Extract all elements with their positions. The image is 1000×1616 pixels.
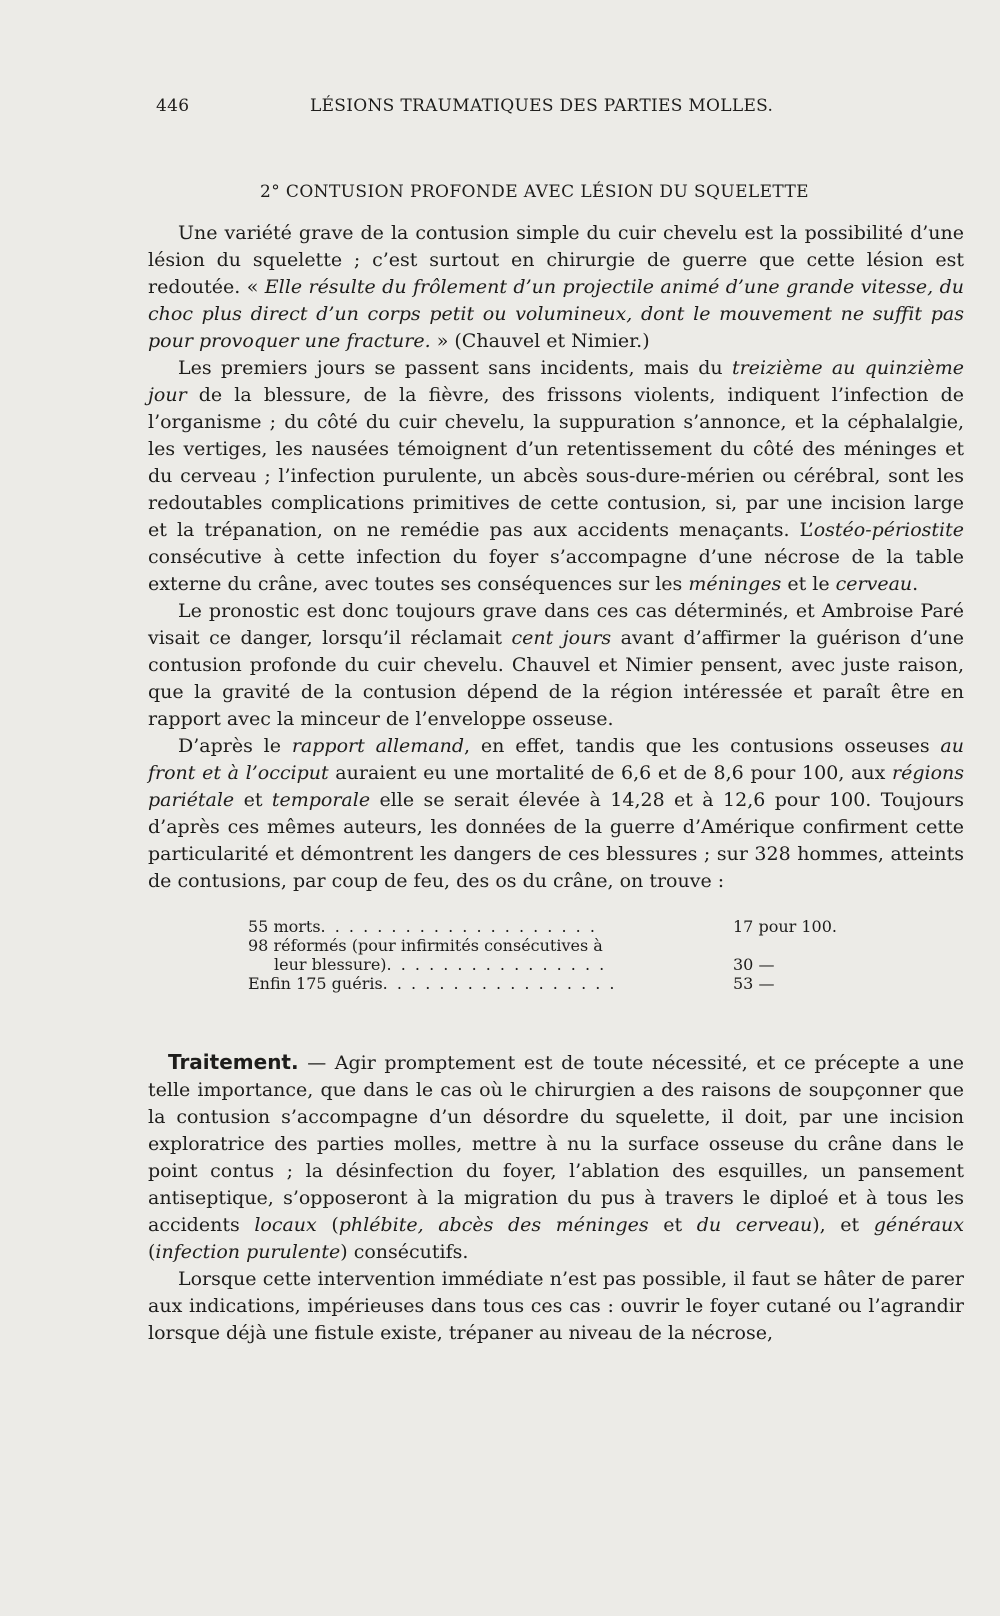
p5-em-j: infection purulente <box>155 1241 341 1263</box>
p2-text-g: et le <box>781 573 836 595</box>
stat-row-morts <box>248 917 843 936</box>
p1-text-c: » (Chauvel et Nimier.) <box>430 330 650 352</box>
p2-text-a: Les premiers jours se passent sans incidents, mais du <box>178 357 732 379</box>
p2-em-f: méninges <box>688 573 782 595</box>
stat-label-text: Enfin 175 guéris <box>248 974 383 993</box>
p2-text-e: consécutive à cette infection du foyer s’accompagne d’une nécrose de la table externe du crâne, avec toutes ses conséquences sur les <box>148 546 964 595</box>
p2-em-h: cerveau <box>835 573 913 595</box>
p1-quote: Elle résulte du frôlement d’un projectile animé d’une grande vitesse, du choc plus direct d’un corps petit ou volumineux, dont le mouvement ne suffit pas pour provoquer une fracture. <box>148 276 964 352</box>
stat-label-text: 55 morts <box>248 917 321 936</box>
p4-text-e: auraient eu une mortalité de 6,6 et de 8,6 pour 100, aux <box>328 762 892 784</box>
section-title: 2° CONTUSION PROFONDE AVEC LÉSION DU SQUELETTE <box>260 182 809 202</box>
p2-em-b: treizième au quinzième jour <box>148 357 964 406</box>
p2-em-d: ostéo-périostite <box>813 519 964 541</box>
stat-value: 17 pour 100. <box>733 917 837 936</box>
statistics-table <box>248 917 843 993</box>
running-title: LÉSIONS TRAUMATIQUES DES PARTIES MOLLES. <box>310 96 774 116</box>
treatment-section <box>148 1049 964 1347</box>
stat-value: 53 — <box>733 974 775 993</box>
p4-em-f: régions pariétale <box>148 762 964 811</box>
stat-label <box>248 974 733 993</box>
p5-em-h: généraux <box>873 1214 964 1236</box>
p2-text-c: de la blessure, de la fièvre, des frissons violents, indiquent l’infection de l’organisme ; du côté du cuir chevelu, la suppuration s’annonce, et la céphalalgie, les vertiges, les nausées témoignent d’un retentissement du côté des méninges et du cerveau ; l’infection purulente, un abcès sous-dure-mérien ou cérébral, sont les redoutables complications primitives de cette contusion, si, par une incision large et la trépanation, on ne remédie pas aux accidents menaçants. L’ <box>148 384 964 541</box>
stat-label <box>248 936 733 955</box>
leader-dots: . . . . . . . . . . . . . . . . . <box>382 974 617 993</box>
treatment-heading: Traitement. <box>168 1050 299 1074</box>
p3-text-a: Le pronostic est donc toujours grave dans ces cas déterminés, et Ambroise Paré visait ce danger, lorsqu’il réclamait <box>148 600 964 649</box>
p5-em-d: phlébite, abcès des méninges <box>338 1214 649 1236</box>
p4-text-a: D’après le <box>178 735 292 757</box>
page-number: 446 <box>156 96 190 116</box>
leader-dots: . . . . . . . . . . . . . . . . <box>386 955 607 974</box>
stat-row-gueris <box>248 974 843 993</box>
p5-text-k: ) consécutifs. <box>340 1241 469 1263</box>
p4-text-c: , en effet, tandis que les contusions osseuses <box>464 735 941 757</box>
stat-row-reformes-cont <box>248 955 843 974</box>
stat-value <box>733 936 843 955</box>
p4-em-b: rapport allemand <box>291 735 465 757</box>
paragraph-2 <box>148 355 964 598</box>
stat-label <box>248 917 733 936</box>
p4-em-h: temporale <box>271 789 371 811</box>
p5-text-g: ), et <box>812 1214 874 1236</box>
stat-row-reformes <box>248 936 843 955</box>
paragraph-4 <box>148 733 964 895</box>
running-head <box>148 96 964 126</box>
stat-label-text: leur blessure) <box>274 955 387 974</box>
p5-text-e: et <box>648 1214 697 1236</box>
p4-text-g: et <box>234 789 272 811</box>
p4-text-i: elle se serait élevée à 14,28 et à 12,6 pour 100. Toujours d’après ces mêmes auteurs, les données de la guerre d’Amérique confirment cette particularité et démontrent les dangers de ces blessures ; sur 328 hommes, atteints de contusions, par coup de feu, des os du crâne, on trouve : <box>148 789 964 892</box>
p5-text-c: ( <box>316 1214 339 1236</box>
p5-text-i: ( <box>148 1241 156 1263</box>
p5-text-a: — Agir promptement est de toute nécessité, et ce précepte a une telle importance, que dans le cas où le chirurgien a des raisons de soupçonner que la contusion s’accompagne d’un désordre du squelette, il doit, par une incision exploratrice des parties molles, mettre à nu la surface osseuse du crâne dans le point contus ; la désinfection du foyer, l’ablation des esquilles, un pansement antiseptique, s’opposeront à la migration du pus à travers le diploé et à tous les accidents <box>148 1052 964 1236</box>
p5-em-b: locaux <box>254 1214 317 1236</box>
p3-text-c: avant d’affirmer la guérison d’une contusion profonde du cuir chevelu. Chauvel et Nimier pensent, avec juste raison, que la gravité de la contusion dépend de la région intéressée et paraît être en rapport avec la minceur de l’enveloppe osseuse. <box>148 627 964 730</box>
p5-em-f: du cerveau <box>696 1214 813 1236</box>
paragraph-3 <box>148 598 964 733</box>
p1-text-a: Une variété grave de la contusion simple du cuir chevelu est la possibilité d’une lésion du squelette ; c’est surtout en chirurgie de guerre que cette lésion est redoutée. « <box>148 222 964 298</box>
leader-dots: . . . . . . . . . . . . . . . . . . . . <box>320 917 597 936</box>
p4-em-d: au front et à l’occiput <box>148 735 964 784</box>
stat-label <box>248 955 733 974</box>
stat-value: 30 — <box>733 955 775 974</box>
paragraph-1 <box>148 220 964 355</box>
p2-text-i: . <box>912 573 919 595</box>
stat-label-text: 98 réformés (pour infirmités consécutives à <box>248 936 603 955</box>
paragraph-5 <box>148 1049 964 1266</box>
paragraph-6: Lorsque cette intervention immédiate n’est pas possible, il faut se hâter de parer aux indications, impérieuses dans tous ces cas : ouvrir le foyer cutané ou l’agrandir lorsque déjà une fistule existe, trépaner au niveau de la nécrose, <box>148 1268 964 1344</box>
p3-em-b: cent jours <box>511 627 612 649</box>
